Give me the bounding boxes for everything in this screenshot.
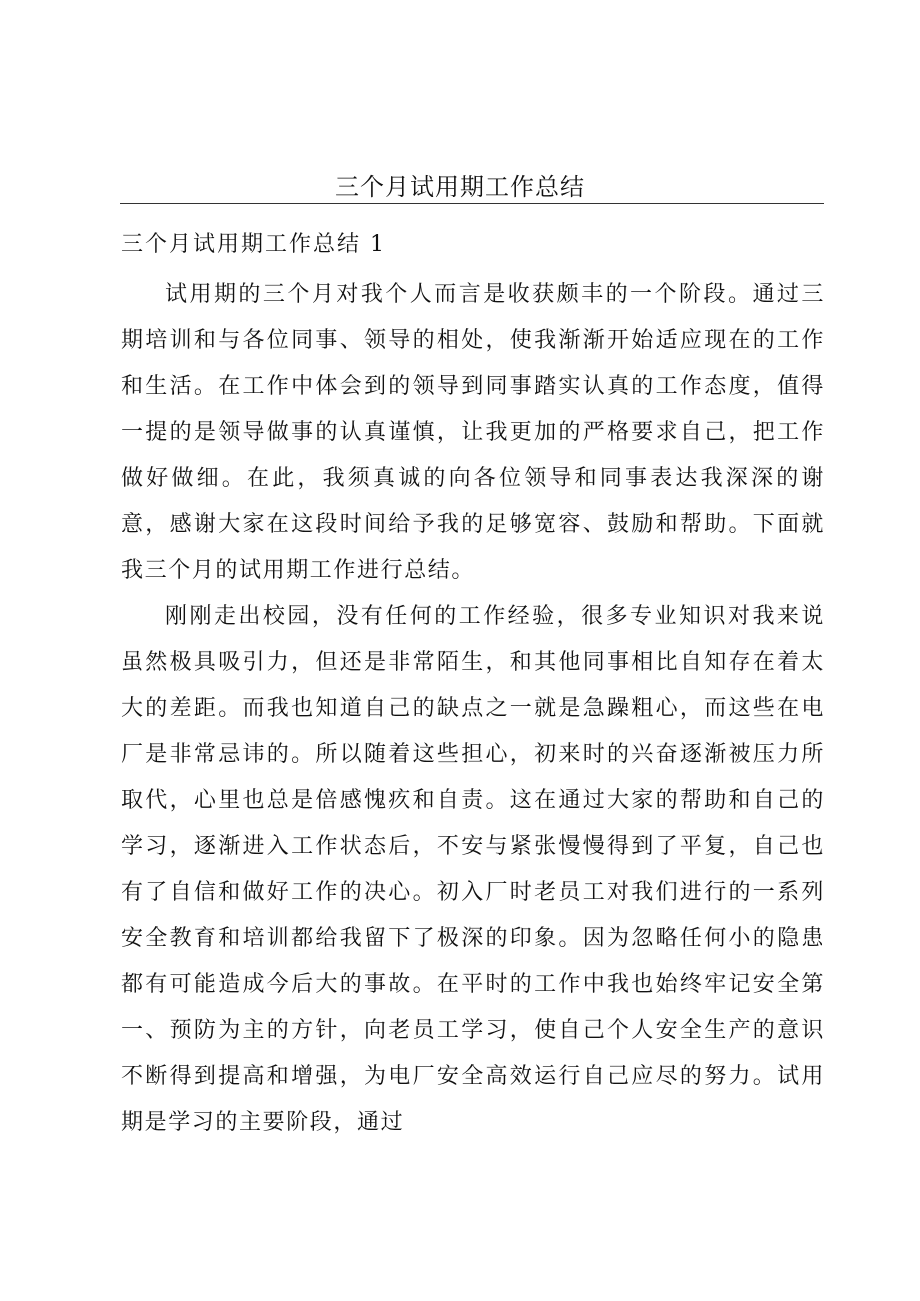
title-underline-divider <box>120 203 824 204</box>
body-text <box>121 272 825 1146</box>
section-heading: 三个月试用期工作总结 1 <box>121 232 386 257</box>
paragraph-2: 刚刚走出校园，没有任何的工作经验，很多专业知识对我来说虽然极具吸引力，但还是非常陌生，和其他同事相比自知存在着太大的差距。而我也知道自己的缺点之一就是急躁粗心，而这些在电厂是非常忌讳的。所以随着这些担心，初来时的兴奋逐渐被压力所取代，心里也总是倍感愧疚和自责。这在通过大家的帮助和自己的学习，逐渐进入工作状态后，不安与紧张慢慢得到了平复，自己也有了自信和做好工作的决心。初入厂时老员工对我们进行的一系列安全教育和培训都给我留下了极深的印象。因为忽略任何小的隐患都有可能造成今后大的事故。在平时的工作中我也始终牢记安全第一、预防为主的方针，向老员工学习，使自己个人安全生产的意识不断得到提高和增强，为电厂安全高效运行自己应尽的努力。试用期是学习的主要阶段，通过 <box>121 604 825 1135</box>
paragraph-1: 试用期的三个月对我个人而言是收获颇丰的一个阶段。通过三期培训和与各位同事、领导的相处，使我渐渐开始适应现在的工作和生活。在工作中体会到的领导到同事踏实认真的工作态度，值得一提的是领导做事的认真谨慎，让我更加的严格要求自己，把工作做好做细。在此，我须真诚的向各位领导和同事表达我深深的谢意，感谢大家在这段时间给予我的足够宽容、鼓励和帮助。下面就我三个月的试用期工作进行总结。 <box>121 282 825 583</box>
document-title: 三个月试用期工作总结 <box>335 173 585 201</box>
